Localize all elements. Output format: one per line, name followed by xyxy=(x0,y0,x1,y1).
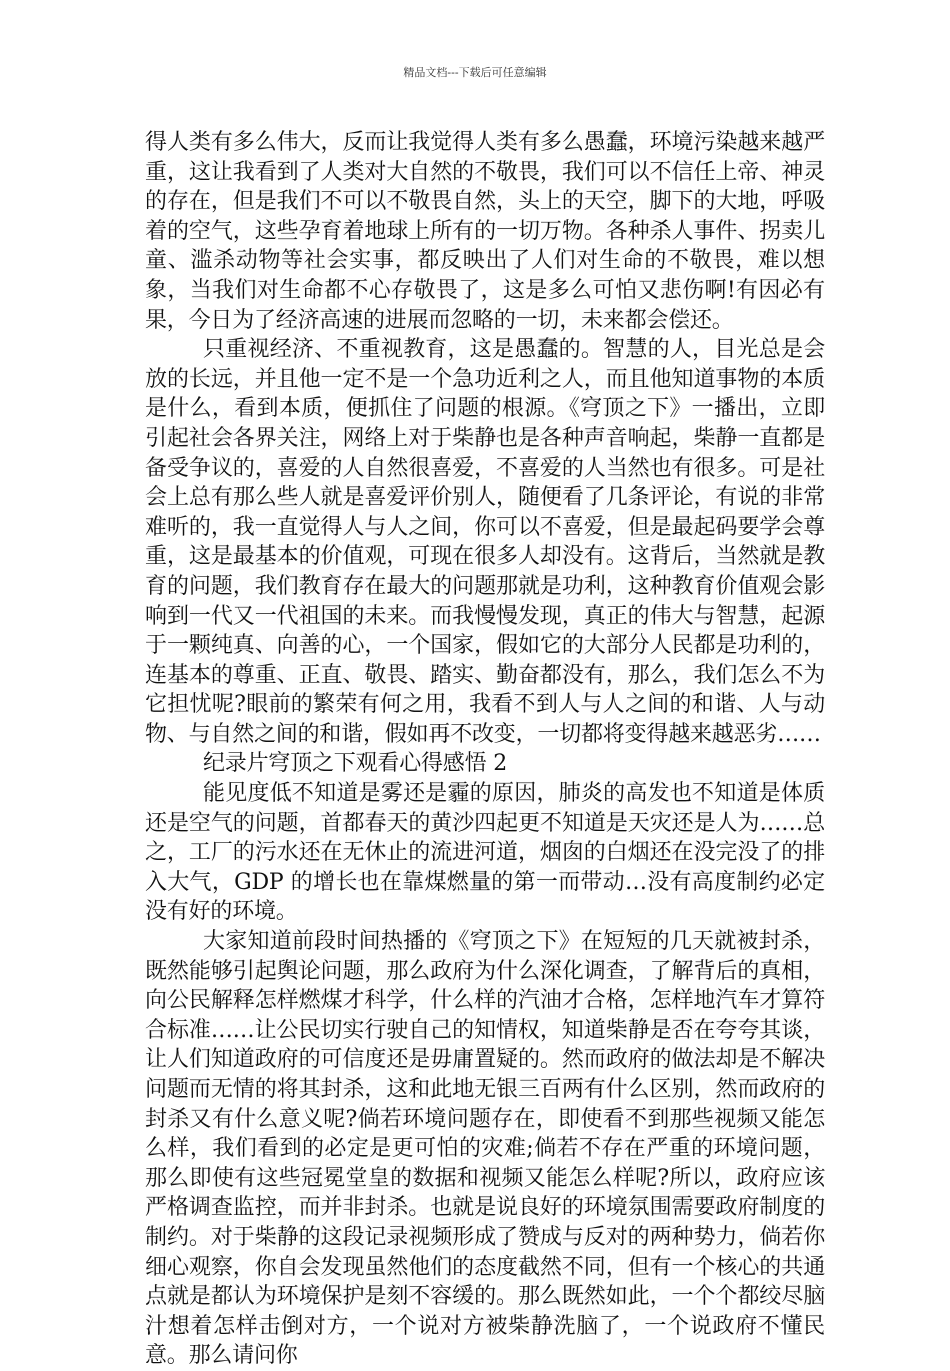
page-header: 精品文档---下载后可任意编辑 xyxy=(403,66,547,79)
paragraph-3: 能见度低不知道是雾还是霾的原因，肺炎的高发也不知道是体质还是空气的问题，首都春天的黄沙四起更不知道是天灾还是人为……总之，工厂的污水还在无休止的流进河道，烟囱的白烟还在没完没了的排入大气，GDP 的增长也在靠煤燃量的第一而带动…没有高度制约必定没有好的环境。 xyxy=(145,781,825,925)
section-heading: 纪录片穹顶之下观看心得感悟 2 xyxy=(203,751,507,777)
paragraph-1: 得人类有多么伟大，反而让我觉得人类有多么愚蠢，环境污染越来越严重，这让我看到了人类对大自然的不敬畏，我们可以不信任上帝、神灵的存在，但是我们不可以不敬畏自然，头上的天空，脚下的大地，呼吸着的空气，这些孕育着地球上所有的一切万物。各种杀人事件、拐卖儿童、滥杀动物等社会实事，都反映出了人们对生命的不敬畏，难以想象，当我们对生命都不心存敬畏了，这是多么可怕又悲伤啊!有因必有果，今日为了经济高速的进展而忽略的一切，未来都会偿还。 xyxy=(145,130,825,333)
document-body xyxy=(145,128,825,1371)
paragraph-4: 大家知道前段时间热播的《穹顶之下》在短短的几天就被封杀，既然能够引起舆论问题，那么政府为什么深化调查，了解背后的真相，向公民解释怎样燃煤才科学，什么样的汽油才合格，怎样地汽车才算符合标准……让公民切实行驶自己的知情权，知道柴静是否在夸夸其谈，让人们知道政府的可信度还是毋庸置疑的。然而政府的做法却是不解决问题而无情的将其封杀，这和此地无银三百两有什么区别，然而政府的封杀又有什么意义呢?倘若环境问题存在，即使看不到那些视频又能怎么样，我们看到的必定是更可怕的灾难;倘若不存在严重的环境问题，那么即使有这些冠冕堂皇的数据和视频又能怎么样呢?所以，政府应该严格调查监控，而并非封杀。也就是说良好的环境氛围需要政府制度的制约。对于柴静的这段记录视频形成了赞成与反对的两种势力，倘若你细心观察，你自会发现虽然他们的态度截然不同，但有一个核心的共通点就是都认为环境保护是刻不容缓的。那么既然如此，一个个都绞尽脑汁想着怎样击倒对方，一个说对方被柴静洗脑了，一个说政府不懂民意。那么请问你 xyxy=(145,929,825,1369)
paragraph-2: 只重视经济、不重视教育，这是愚蠢的。智慧的人，目光总是会放的长远，并且他一定不是一个急功近利之人，而且他知道事物的本质是什么，看到本质，便抓住了问题的根源。《穹顶之下》一播出，立即引起社会各界关注，网络上对于柴静也是各种声音响起，柴静一直都是备受争议的，喜爱的人自然很喜爱，不喜爱的人当然也有很多。可是社会上总有那么些人就是喜爱评价别人，随便看了几条评论，有说的非常难听的，我一直觉得人与人之间，你可以不喜爱，但是最起码要学会尊重，这是最基本的价值观，可现在很多人却没有。这背后，当然就是教育的问题，我们教育存在最大的问题那就是功利，这种教育价值观会影响到一代又一代祖国的未来。而我慢慢发现，真正的伟大与智慧，起源于一颗纯真、向善的心，一个国家，假如它的大部分人民都是功利的，连基本的尊重、正直、敬畏、踏实、勤奋都没有，那么，我们怎么不为它担忧呢?眼前的繁荣有何之用，我看不到人与人之间的和谐、人与动物、与自然之间的和谐，假如再不改变，一切都将变得越来越恶劣…… xyxy=(145,337,825,747)
